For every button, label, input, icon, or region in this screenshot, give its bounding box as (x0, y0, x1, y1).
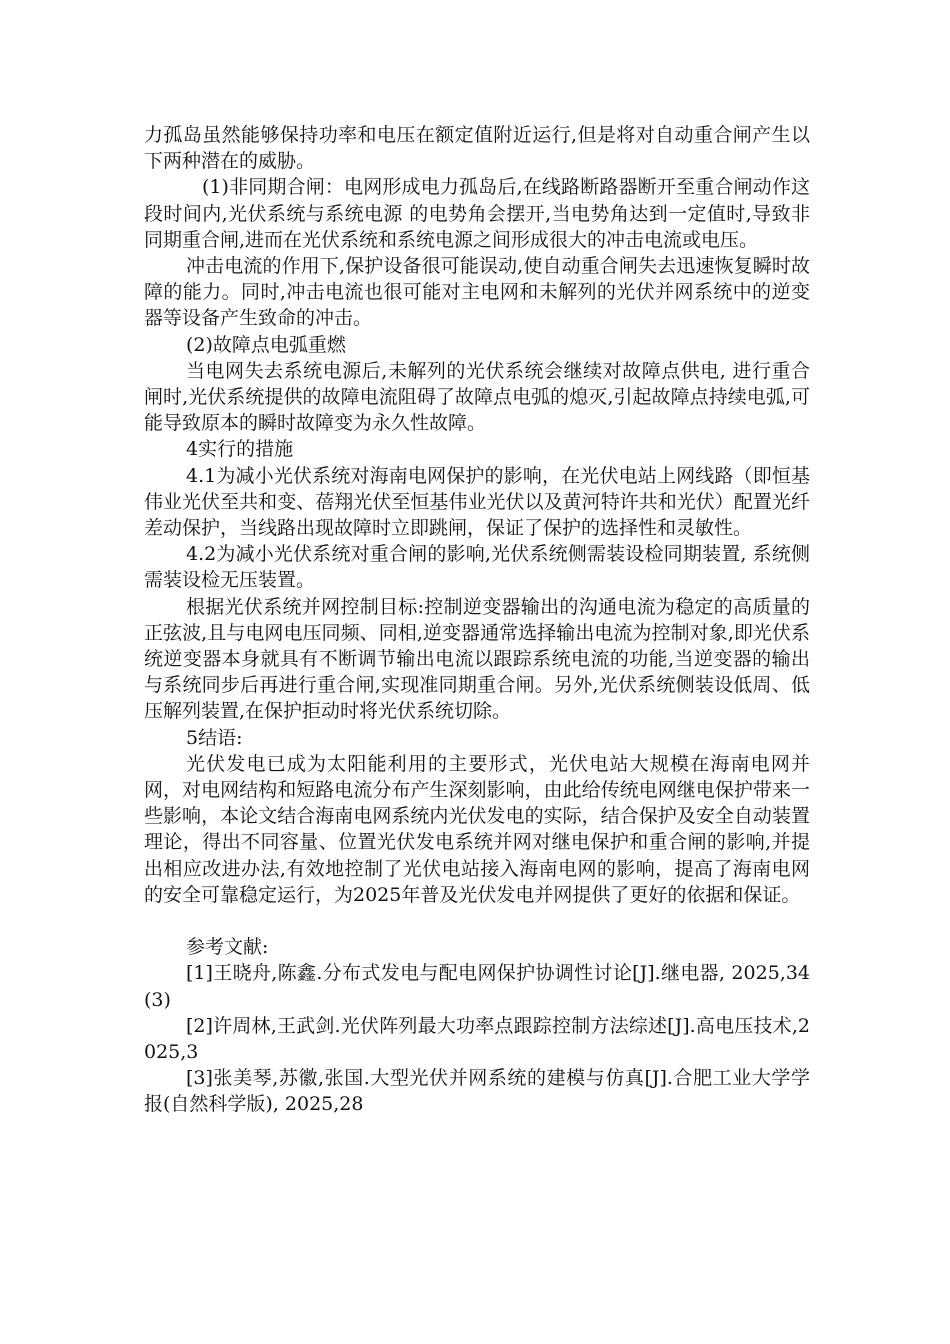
paragraph-conclusion: 光伏发电已成为太阳能利用的主要形式，光伏电站大规模在海南电网并网，对电网结构和短路电流分布产生深刻影响，由此给传统电网继电保护带来一些影响，本论文结合海南电网系统内光伏发电的实际，结合保护及安全自动装置理论，得出不同容量、位置光伏发电系统并网对继电保护和重合闸的影响,并提出相应改进办法,有效地控制了光伏电站接入海南电网的影响，提高了海南电网的安全可靠稳定运行，为2025年普及光伏发电并网提供了更好的依据和保证。 (144, 752, 810, 906)
blank-line (144, 908, 810, 934)
reference-item-3: [3]张美琴,苏徽,张国.大型光伏并网系统的建模与仿真[J].合肥工业大学学报(自然科学版), 2025,28 (144, 1067, 810, 1116)
section-heading-conclusion: 5结语: (186, 726, 243, 749)
paragraph-measure-4-2: 4.2为减小光伏系统对重合闸的影响,光伏系统侧需装设检同期装置, 系统侧需装设检无压装置。 (144, 543, 810, 592)
paragraph-arc-reignition: 当电网失去系统电源后,未解列的光伏系统会继续对故障点供电, 进行重合闸时,光伏系统提供的故障电流阻碍了故障点电弧的熄灭,引起故障点持续电弧,可能导致原本的瞬时故障变为永久性故障。 (144, 359, 810, 435)
references-heading: 参考文献: (186, 936, 269, 959)
subheading-arc-reignition: (2)故障点电弧重燃 (186, 333, 346, 356)
paragraph-measure-4-1: 4.1为减小光伏系统对海南电网保护的影响，在光伏电站上网线路（即恒基伟业光伏至共和变、蓓翔光伏至恒基伟业光伏以及黄河特许共和光伏）配置光纤差动保护，当线路出现故障时立即跳闸，保证了保护的选择性和灵敏性。 (144, 464, 810, 540)
paragraph-control-objective: 根据光伏系统并网控制目标:控制逆变器输出的沟通电流为稳定的高质量的正弦波,且与电网电压同频、同相,逆变器通常选择输出电流为控制对象,即光伏系统逆变器本身就具有不断调节输出电流以跟踪系统电流的功能,当逆变器的输出与系统同步后再进行重合闸,实现准同期重合闸。另外,光伏系统侧装设低周、低压解列装置,在保护拒动时将光伏系统切除。 (144, 595, 810, 723)
paragraph-islanding-threats: 力孤岛虽然能够保持功率和电压在额定值附近运行,但是将对自动重合闸产生以下两种潜在的威胁。 (144, 124, 810, 173)
reference-item-2: [2]许周林,王武剑.光伏阵列最大功率点跟踪控制方法综述[J].高电压技术,2025,3 (144, 1014, 810, 1063)
paragraph-inrush-current: 冲击电流的作用下,保护设备很可能误动,使自动重合闸失去迅速恢复瞬时故障的能力。同时,冲击电流也很可能对主电网和未解列的光伏并网系统中的逆变器等设备产生致命的冲击。 (144, 255, 810, 330)
document-body (144, 122, 810, 1118)
paragraph-non-synchronous-reclosing: (1)非同期合闸：电网形成电力孤岛后,在线路断路器断开至重合闸动作这段时间内,光伏系统与系统电源 的电势角会摆开,当电势角达到一定值时,导致非同期重合闸,进而在光伏系统和系统电源之间形成很大的冲击电流或电压。 (144, 176, 810, 251)
reference-item-1: [1]王晓舟,陈鑫.分布式发电与配电网保护协调性讨论[J].继电器, 2025,34(3) (144, 962, 810, 1011)
section-heading-measures: 4实行的措施 (186, 438, 294, 461)
